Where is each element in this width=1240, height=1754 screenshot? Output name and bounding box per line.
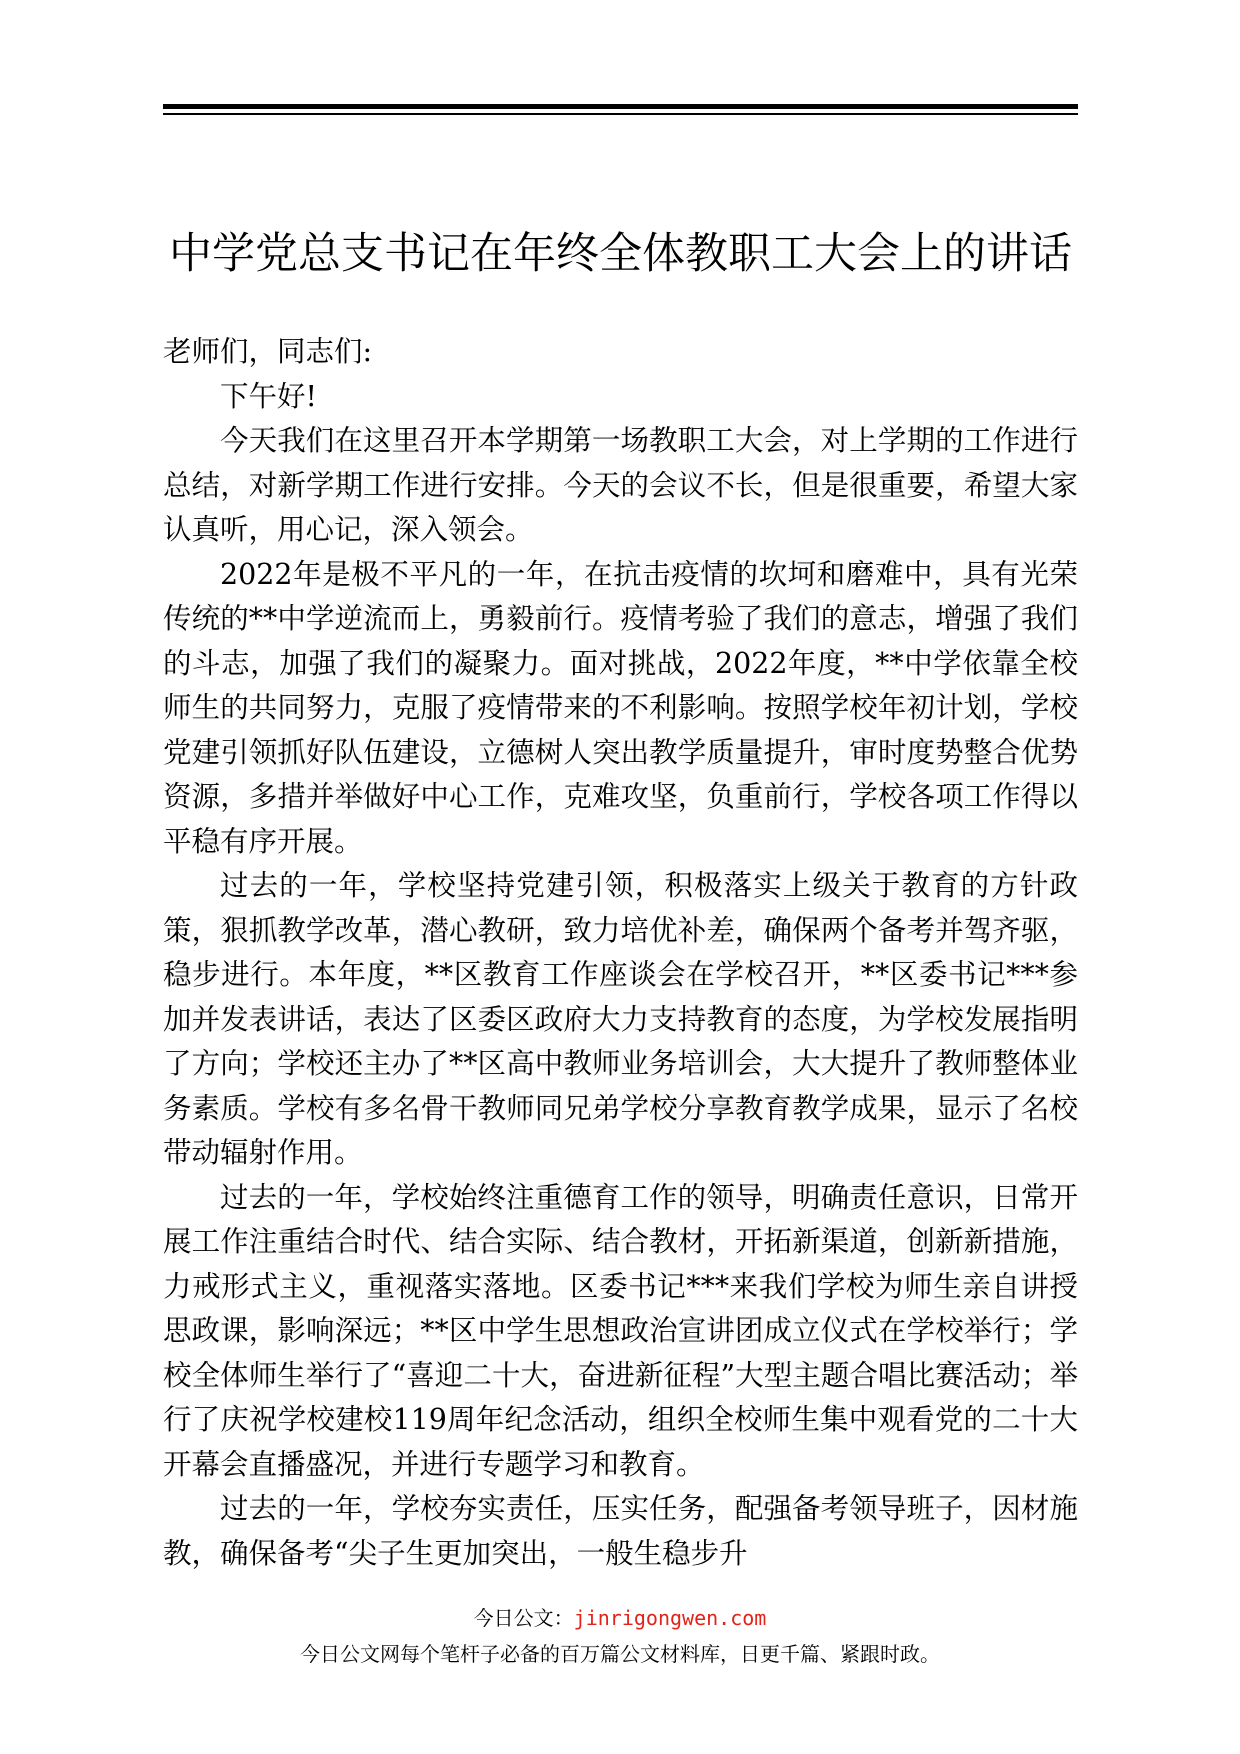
document-body (163, 330, 1078, 1576)
footer-slogan: 今日公文网每个笔杆子必备的百万篇公文材料库，日更千篇、紧跟时政。 (300, 1642, 940, 1666)
footer-site-label: 今日公文： (473, 1606, 574, 1630)
header-rule-thin (163, 113, 1078, 115)
paragraph: 2022年是极不平凡的一年，在抗击疫情的坎坷和磨难中，具有光荣传统的**中学逆流而上，勇毅前行。疫情考验了我们的意志，增强了我们的斗志，加强了我们的凝聚力。面对挑战，2022年度，**中学依靠全校师生的共同努力，克服了疫情带来的不利影响。按照学校年初计划，学校党建引领抓好队伍建设，立德树人突出教学质量提升，审时度势整合优势资源，多措并举做好中心工作，克难攻坚，负重前行，学校各项工作得以平稳有序开展。 (163, 557, 1078, 858)
document-title: 中学党总支书记在年终全体教职工大会上的讲话 (169, 229, 1072, 279)
greeting: 下午好! (220, 379, 317, 413)
paragraph: 过去的一年，学校始终注重德育工作的领导，明确责任意识，日常开展工作注重结合时代、结合实际、结合教材，开拓新渠道，创新新措施，力戒形式主义，重视落实落地。区委书记***来我们学校为师生亲自讲授思政课，影响深远；**区中学生思想政治宣讲团成立仪式在学校举行；学校全体师生举行了“喜迎二十大，奋进新征程”大型主题合唱比赛活动；举行了庆祝学校建校119周年纪念活动，组织全校师生集中观看党的二十大开幕会直播盛况，并进行专题学习和教育。 (163, 1180, 1078, 1481)
salutation: 老师们，同志们: (163, 335, 373, 368)
paragraph: 今天我们在这里召开本学期第一场教职工大会，对上学期的工作进行总结，对新学期工作进行安排。今天的会议不长，但是很重要，希望大家认真听，用心记，深入领会。 (163, 424, 1078, 546)
header-rule-thick (163, 104, 1078, 109)
paragraph: 过去的一年，学校坚持党建引领，积极落实上级关于教育的方针政策，狠抓教学改革，潜心教研，致力培优补差，确保两个备考并驾齐驱，稳步进行。本年度，**区教育工作座谈会在学校召开，**区委书记***参加并发表讲话，表达了区委区政府大力支持教育的态度，为学校发展指明了方向；学校还主办了**区高中教师业务培训会，大大提升了教师整体业务素质。学校有多名骨干教师同兄弟学校分享教育教学成果，显示了名校带动辐射作用。 (163, 869, 1078, 1169)
paragraph: 过去的一年，学校夯实责任，压实任务，配强备考领导班子，因材施教，确保备考“尖子生更加突出，一般生稳步升 (163, 1492, 1078, 1570)
footer-site-link[interactable]: jinrigongwen.com (573, 1606, 767, 1630)
footer-site (0, 1604, 1240, 1632)
